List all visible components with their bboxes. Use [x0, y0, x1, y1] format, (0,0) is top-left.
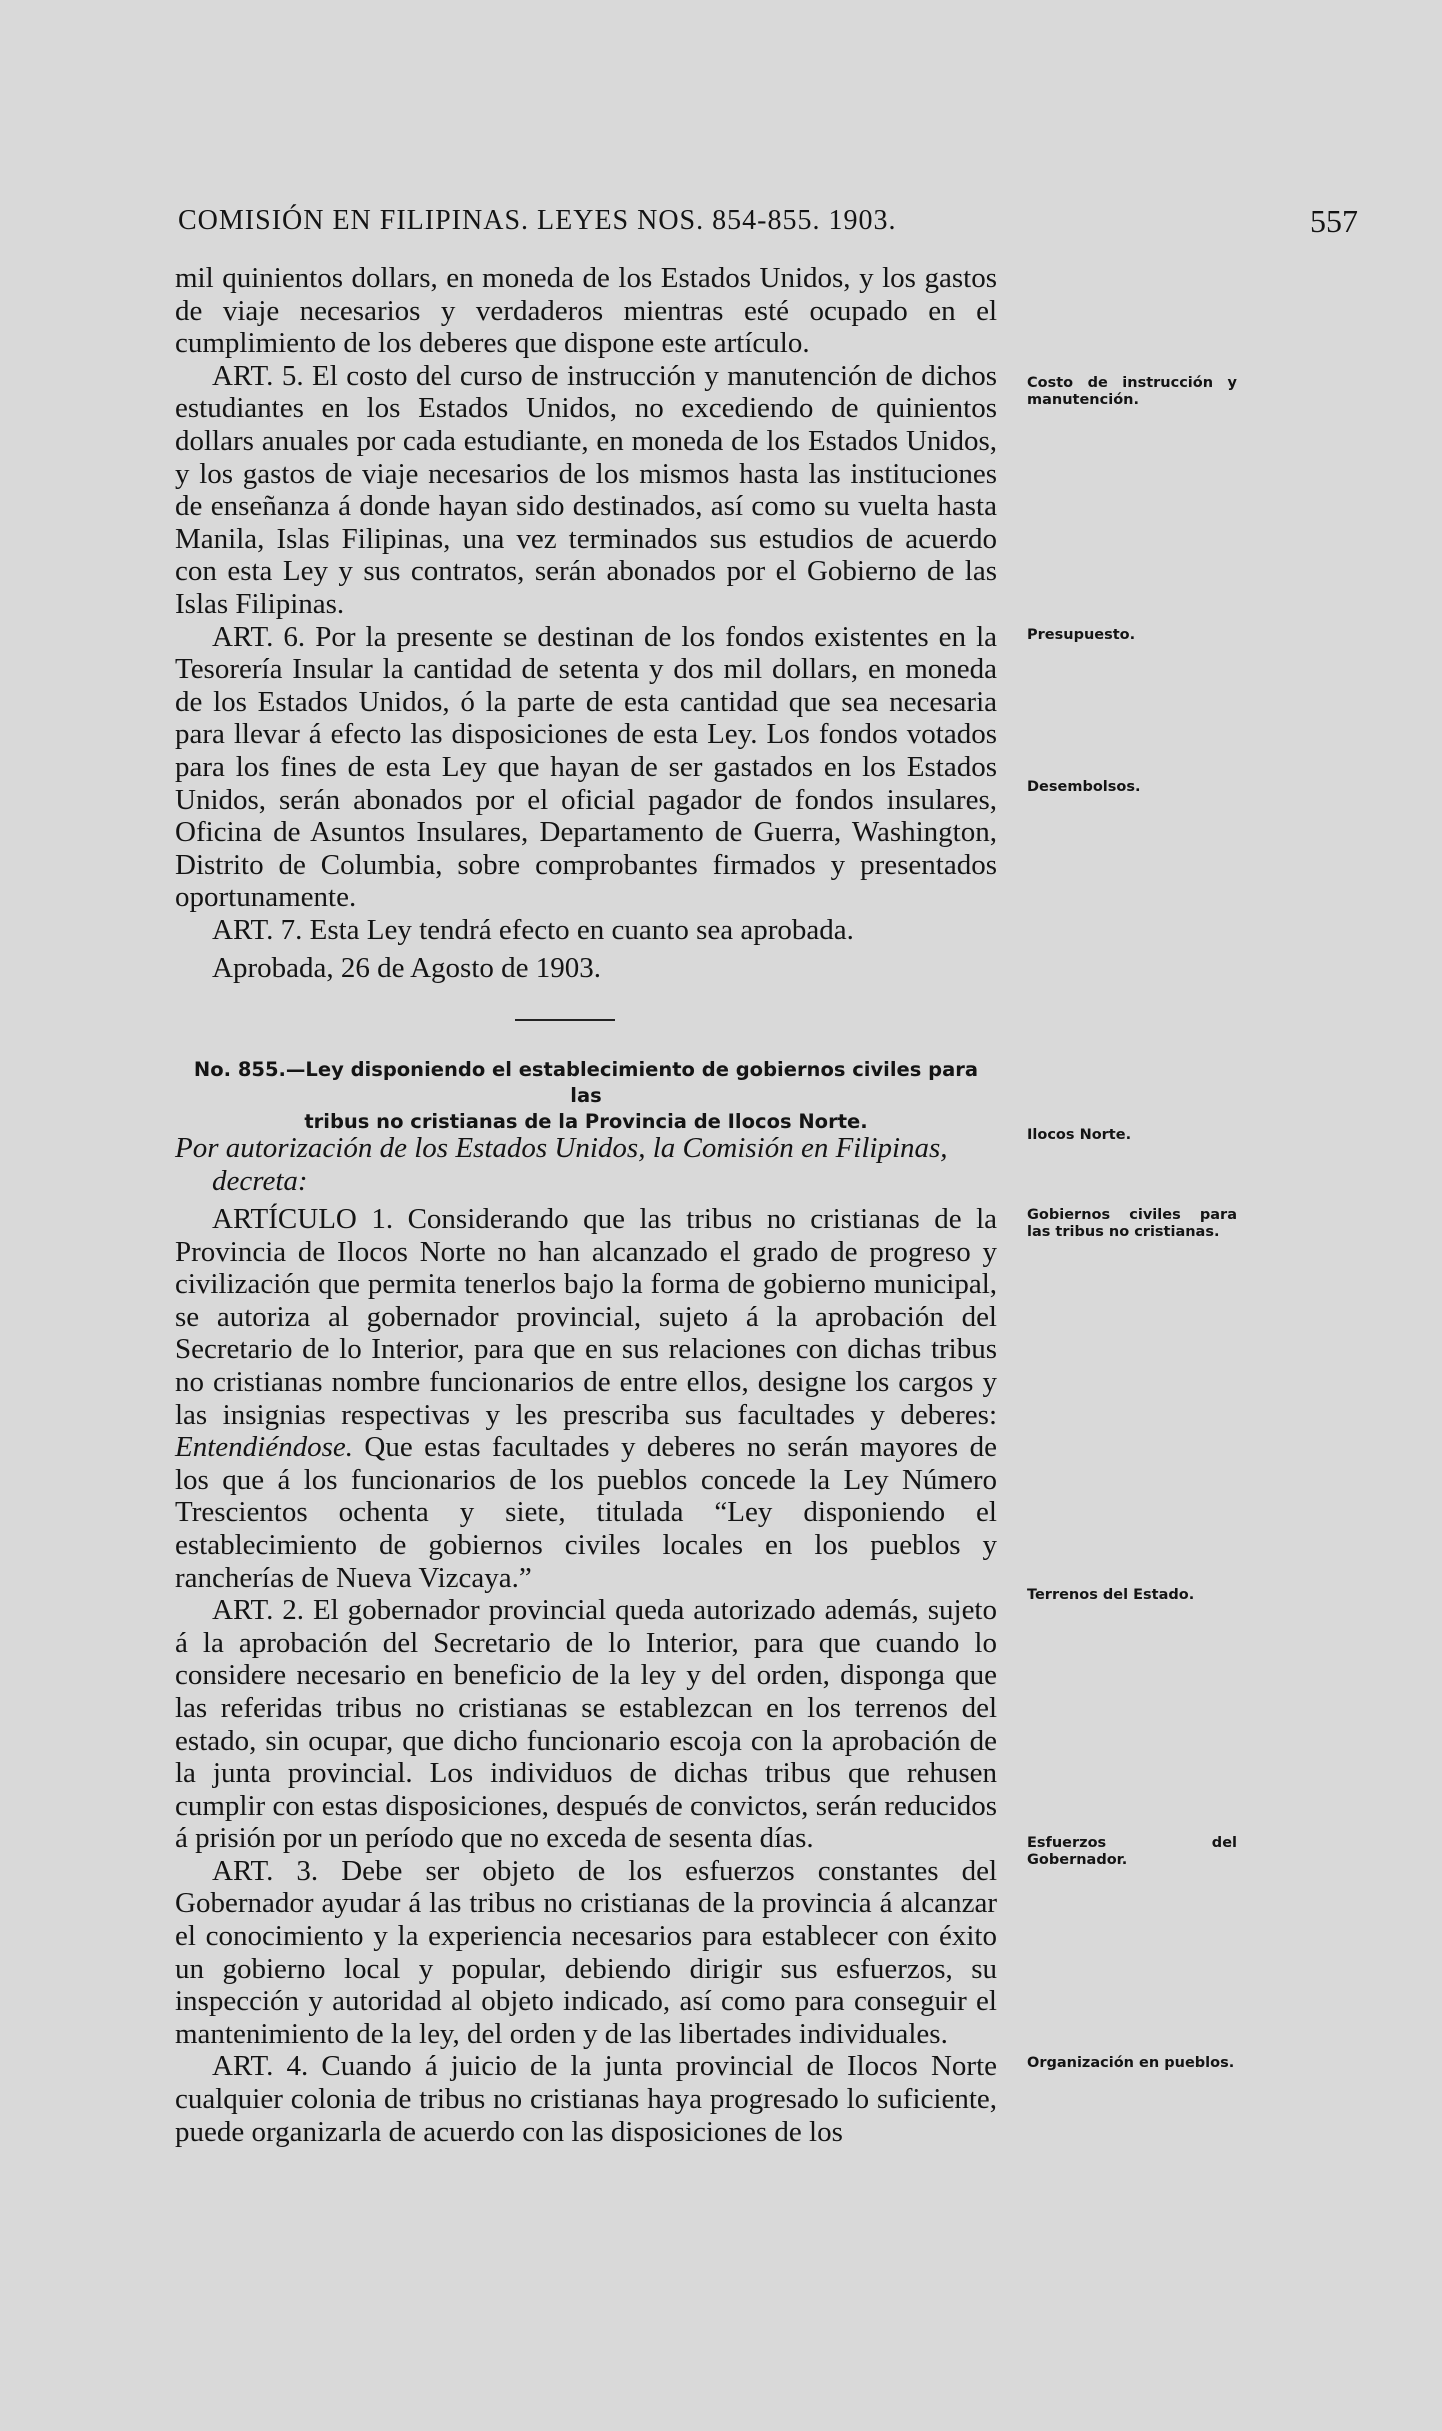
continuation-paragraph: mil quinientos dollars, en moneda de los Estados Unidos, y los gastos de viaje necesarios y verdaderos mientras esté ocupado en el cumplimiento de los deberes que dispone este artículo.	[175, 262, 997, 360]
article-text: Por la presente se destinan de los fondos existentes en la Tesorería Insular la cantidad de setenta y dos mil dollars, en moneda de los Estados Unidos, ó la parte de esta cantidad que sea necesaria para llevar á efecto las disposiciones de esta Ley. Los fondos votados para los fines de esta Ley que hayan de ser gastados en los Estados Unidos, serán abonados por el oficial pagador de fondos insulares, Oficina de Asuntos Insulares, Departamento de Guerra, Washington, Distrito de Columbia, sobre comprobantes firmados y presentados oportunamente.	[175, 620, 998, 914]
heading-line: tribus no cristianas de la Provincia de Ilocos Norte.	[304, 1110, 868, 1133]
margin-note-ilocos: Ilocos Norte.	[1027, 1127, 1132, 1143]
enacting-clause	[175, 1132, 997, 1198]
law-855-heading	[175, 1057, 997, 1135]
enacting-line: Por autorización de los Estados Unidos, la Comisión en Filipinas,	[175, 1132, 948, 1164]
page-number: 557	[1310, 203, 1358, 239]
article-5	[175, 360, 997, 621]
article-7	[175, 914, 997, 947]
margin-note-gobiernos: Gobiernos civiles para las tribus no cristianas.	[1027, 1207, 1237, 1240]
running-header	[178, 205, 1358, 245]
article-label: ARTÍCULO 1.	[212, 1203, 394, 1235]
running-head: COMISIÓN EN FILIPINAS. LEYES NOS. 854-855. 1903.	[178, 205, 897, 236]
article-3	[175, 1855, 997, 2051]
article-1	[175, 1203, 997, 1594]
article-4	[175, 2050, 997, 2148]
article-label: ART. 4.	[212, 2050, 309, 2083]
article-label: ART. 5.	[212, 359, 304, 392]
enacting-line: decreta:	[212, 1165, 308, 1197]
margin-note-desembolsos: Desembolsos.	[1027, 779, 1141, 795]
heading-line: No. 855.—Ley disponiendo el establecimiento de gobiernos civiles para las	[193, 1058, 979, 1107]
section-divider	[515, 1019, 615, 1021]
margin-note-terrenos: Terrenos del Estado.	[1027, 1587, 1195, 1603]
margin-note-presupuesto: Presupuesto.	[1027, 627, 1136, 643]
article-text: El gobernador provincial queda autorizado además, sujeto á la aprobación del Secretario de lo Interior, para que cuando lo considere necesario en beneficio de la ley y del orden, disponga que las referidas tribus no cristianas se establezcan en los terrenos del estado, sin ocupar, que dicho funcionario escoja con la aprobación de la junta provincial. Los individuos de dichas tribus que rehusen cumplir con estas disposiciones, después de convictos, serán reducidos á prisión por un período que no exceda de sesenta días.	[175, 1594, 997, 1855]
margin-note-costo: Costo de instrucción y manutención.	[1027, 375, 1237, 408]
article-text: El costo del curso de instrucción y manutención de dichos estudiantes en los Estados Unidos, no excediendo de quinientos dollars anuales por cada estudiante, en moneda de los Estados Unidos, y los gastos de viaje necesarios de los mismos hasta las instituciones de enseñanza á donde hayan sido destinados, así como su vuelta hasta Manila, Islas Filipinas, una vez terminados sus estudios de acuerdo con esta Ley y sus contratos, serán abonados por el Gobierno de las Islas Filipinas.	[175, 359, 998, 620]
proviso-emphasis: Entendiéndose.	[175, 1431, 353, 1464]
margin-note-esfuerzos: Esfuerzos del Gobernador.	[1027, 1835, 1237, 1868]
article-label: ART. 7.	[212, 913, 303, 946]
article-text: Que estas facultades y deberes no serán mayores de los que á los funcionarios de los pueblos concede la Ley Número Trescientos ochenta y siete, titulada “Ley disponiendo el establecimiento de gobiernos civiles locales en los pueblos y rancherías de Nueva Vizcaya.”	[175, 1431, 997, 1594]
approval-date: Aprobada, 26 de Agosto de 1903.	[212, 952, 602, 985]
article-label: ART. 2.	[212, 1594, 305, 1627]
article-text: Considerando que las tribus no cristianas de la Provincia de Ilocos Norte no han alcanzado el grado de progreso y civilización que permita tenerlos bajo la forma de gobierno municipal, se autoriza al gobernador provincial, sujeto á la aprobación del Secretario de lo Interior, para que en sus relaciones con dichas tribus no cristianas nombre funcionarios de entre ellos, designe los cargos y las insignias respectivas y les prescriba sus facultades y deberes:	[175, 1203, 998, 1431]
article-text: Debe ser objeto de los esfuerzos constantes del Gobernador ayudar á las tribus no cristianas de la provincia á alcanzar el conocimiento y la experiencia necesarios para establecer con éxito un gobierno local y popular, debiendo dirigir sus esfuerzos, su inspección y autoridad al objeto indicado, así como para conseguir el mantenimiento de la ley, del orden y de las libertades individuales.	[175, 1854, 998, 2050]
article-2	[175, 1594, 997, 1855]
law-854-text	[175, 262, 997, 985]
law-855-text	[175, 1203, 997, 2148]
article-6	[175, 621, 997, 914]
article-text: Esta Ley tendrá efecto en cuanto sea aprobada.	[309, 913, 854, 946]
article-label: ART. 3.	[212, 1854, 319, 1887]
article-label: ART. 6.	[212, 620, 306, 653]
article-text: Cuando á juicio de la junta provincial de Ilocos Norte cualquier colonia de tribus no cristianas haya progresado lo suficiente, puede organizarla de acuerdo con las disposiciones de los	[175, 2050, 998, 2148]
margin-note-organizacion: Organización en pueblos.	[1027, 2055, 1235, 2071]
